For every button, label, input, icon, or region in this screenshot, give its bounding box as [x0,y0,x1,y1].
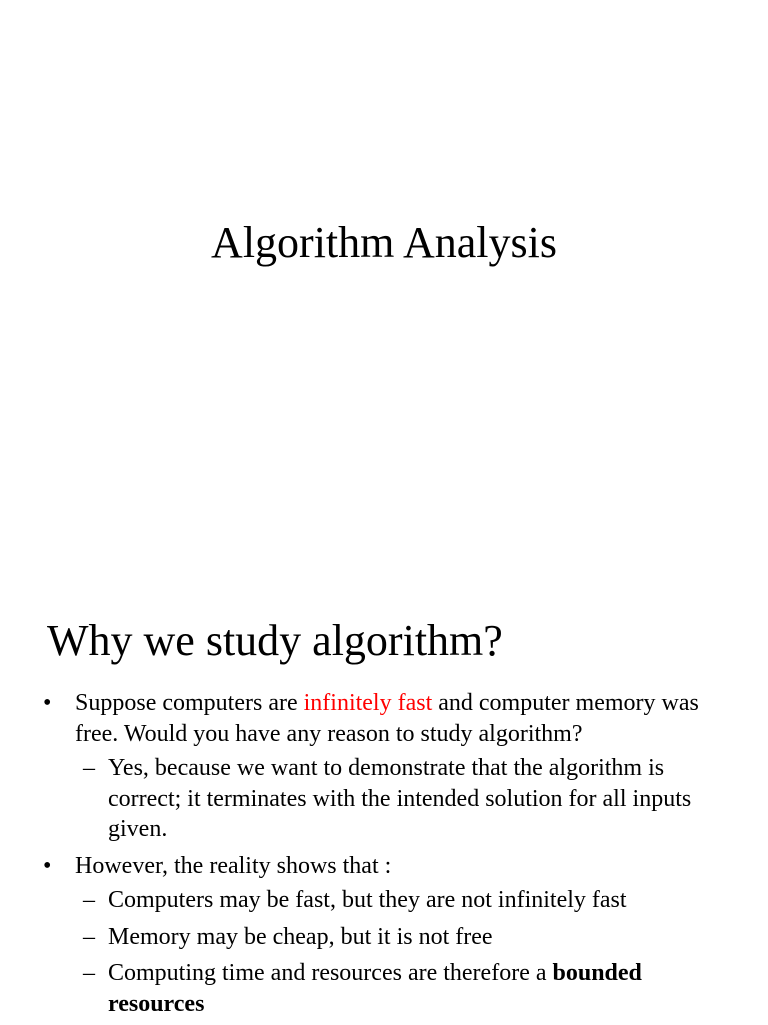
slide-title-heading: Why we study algorithm? [47,616,503,665]
bullet-text-part: Suppose computers are [75,690,304,716]
bullet-marker: • [43,852,52,879]
sub-bullet-item [75,753,728,845]
sub-bullet-marker: – [83,960,95,986]
sub-bullet-text: Memory may be cheap, but it is not free [108,923,493,950]
sub-bullet-text: Yes, because we want to demonstrate that the algorithm is correct; it terminates with the intended solution for all inputs given. [108,755,692,842]
sub-bullet-marker: – [83,923,95,950]
presentation-title: Algorithm Analysis [211,218,557,267]
bullet-list [0,688,768,1025]
sub-bullet-item [75,958,728,1019]
highlighted-text: infinitely fast [303,690,433,716]
sub-bullet-item [75,922,728,953]
bullet-item [0,851,768,1020]
slide-why-study [0,576,768,1024]
sub-bullet-marker: – [83,887,95,913]
bullet-text-part: and computer memory was free. Would you have any reason to study algorithm? [75,690,699,747]
sub-bullet-list [75,753,728,845]
sub-bullet-text: Computers may be fast, but they are not infinitely fast [108,887,627,913]
bullet-text: However, the reality shows that : [75,852,392,879]
bullet-item [0,688,768,845]
bold-text: bounded resources [108,960,642,1017]
sub-bullet-list [75,885,728,1019]
sub-bullet-marker: – [83,755,95,781]
sub-bullet-item [75,885,728,916]
sub-bullet-text: Computing time and resources are therefore a [108,960,553,986]
bullet-marker: • [43,690,52,716]
